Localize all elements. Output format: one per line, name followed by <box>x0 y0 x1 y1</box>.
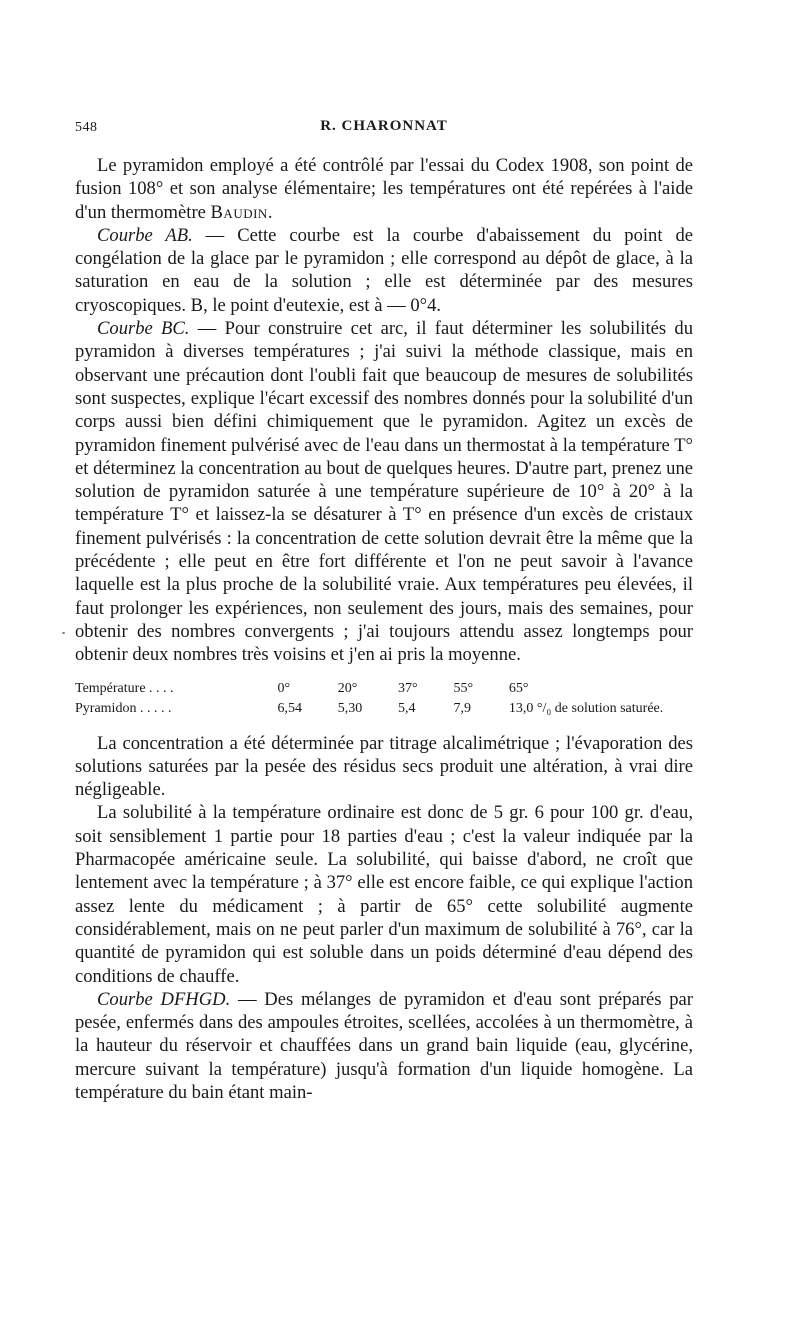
paragraph-text: — Des mélanges de pyramidon et d'eau sont préparés par pesée, enfermés dans des ampoules étroites, scellées, accolées à un thermomètre, à la hauteur du réservoir et chauffées dans un grand bain liquide (eau, glycérine, mercure suivant la température) jusqu'à formation d'un liquide homogène. La température du bain étant main- <box>75 988 693 1103</box>
paragraph-tail: . <box>267 201 273 223</box>
print-speck <box>62 632 65 634</box>
row-label-pyramidon: Pyramidon . . . . . <box>75 700 172 716</box>
table-cell: 55° <box>453 680 474 696</box>
solubility-table <box>75 679 695 719</box>
paragraph-text: — Pour construire cet arc, il faut déterminer les solubilités du pyramidon à diverses températures ; j'ai suivi la méthode classique, mais en observant une précaution dont l'oubli fait que beaucoup de mesures de solubilités sont suspectes, explique l'écart excessif des nombres donnés pour la solubilité d'un corps aussi bien défini chimiquement que le pyramidon. Agitez un excès de pyramidon finement pulvérisé avec de l'eau dans un thermostat à la température T° et déterminez la concentration au bout de quelques heures. D'autre part, prenez une solution de pyramidon saturée à une température supérieure de 10° à 20° à la température T° et laissez-la se désaturer à T° en présence d'un excès de cristaux finement pulvérisés : la concentration de cette solution devrait être la même que la précédente ; elle peut en être fort différente et l'on ne peut savoir à l'avance laquelle est la plus proche de la solubilité vraie. Aux températures peu élevées, il faut prolonger les expériences, non seulement des jours, mais des semaines, pour obtenir des nombres convergents ; j'ai toujours attendu assez longtemps pour obtenir deux nombres très voisins et j'en ai pris la moyenne. <box>75 318 693 666</box>
table-row-temperature <box>75 679 695 699</box>
row-label-temperature: Température . . . . <box>75 680 174 696</box>
section-lead-courbe-bc: Courbe BC. <box>97 318 190 340</box>
table-cell: 5,4 <box>398 700 416 716</box>
page <box>75 118 693 1104</box>
table-cell: 6,54 <box>277 700 302 716</box>
paragraph-courbe-dfhgd <box>75 988 693 1104</box>
section-lead-courbe-dfhgd: Courbe DFHGD. <box>97 988 231 1010</box>
table-cell: 13,0 °/₀ de solution saturée. <box>508 700 664 716</box>
table-cell: 20° <box>337 680 358 696</box>
table-cell: 7,9 <box>453 700 471 716</box>
paragraph-intro <box>75 154 693 224</box>
running-head-author: R. CHARONNAT <box>320 118 448 134</box>
table-cell: 0° <box>277 680 291 696</box>
table-row-pyramidon <box>75 699 695 719</box>
paragraph-text: Le pyramidon employé a été contrôlé par l'essai du Codex 1908, son point de fusion 108° et son analyse élémentaire; les températures ont été repérées à l'aide d'un thermomètre <box>75 155 693 223</box>
paragraph-courbe-bc <box>75 317 693 666</box>
author-name-smallcaps: Baudin <box>210 201 268 223</box>
page-number: 548 <box>75 120 98 135</box>
table-cell: 65° <box>508 680 529 696</box>
section-lead-courbe-ab: Courbe AB. <box>97 224 193 246</box>
table-cell: 37° <box>398 680 418 696</box>
running-header <box>75 118 693 140</box>
paragraph-text: La concentration a été déterminée par titrage alcalimétrique ; l'évaporation des solutions saturées par la pesée des résidus secs produit une altération, à vrai dire négligeable. <box>75 732 693 801</box>
paragraph-text: La solubilité à la température ordinaire est donc de 5 gr. 6 pour 100 gr. d'eau, soit sensiblement 1 partie pour 18 parties d'eau ; c'est la valeur indiquée par la Pharmacopée américaine seule. La solubilité, qui baisse d'abord, ne croît que lentement avec la température ; à 37° elle est encore faible, ce qui explique l'action assez lente du médicament ; à partir de 65° cette solubilité augmente considérablement, mais on ne peut parler d'un maximum de solubilité à 76°, car la quantité de pyramidon qui est soluble dans un poids déterminé d'eau dépend des conditions de chauffe. <box>75 802 693 987</box>
paragraph-text: — Cette courbe est la courbe d'abaissement du point de congélation de la glace par le pyramidon ; elle correspond au dépôt de glace, à la saturation en eau de la solution ; elle est déterminée par des mesures cryoscopiques. B, le point d'eutexie, est à — 0°4. <box>75 224 693 316</box>
table-cell: 5,30 <box>337 700 363 716</box>
paragraph-solubilite <box>75 801 693 987</box>
paragraph-courbe-ab <box>75 224 693 317</box>
paragraph-concentration <box>75 732 693 802</box>
